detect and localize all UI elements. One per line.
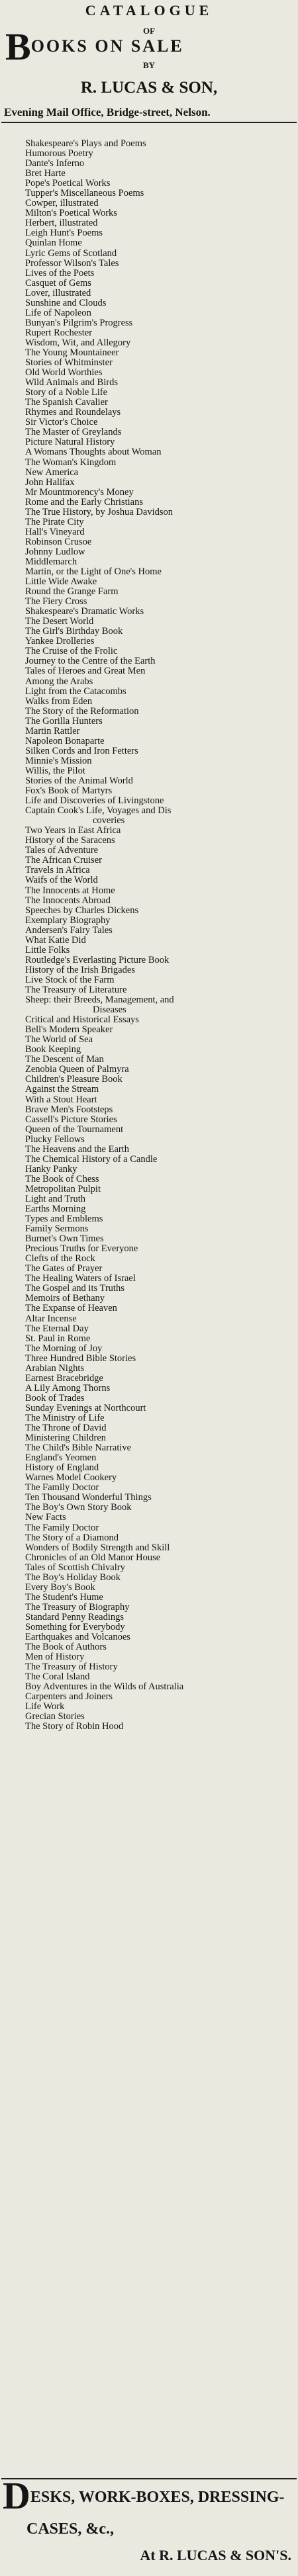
book-title: Precious Truths for Everyone xyxy=(25,1244,138,1255)
book-title: The Boy's Own Story Book xyxy=(25,1503,132,1513)
book-title: The Eternal Day xyxy=(25,1323,89,1334)
book-title: Mr Mountmorency's Money xyxy=(25,487,134,498)
book-title: Stories of the Animal World xyxy=(25,776,133,786)
top-divider xyxy=(1,122,297,123)
book-title: Johnny Ludlow xyxy=(25,547,85,557)
book-title: Bret Harte xyxy=(25,169,66,179)
book-title: Lives of the Poets xyxy=(25,268,95,279)
book-title: The Spanish Cavalier xyxy=(25,398,108,408)
book-title: coveries xyxy=(93,816,125,826)
book-title: The Woman's Kingdom xyxy=(25,457,117,468)
book-title: The Book of Chess xyxy=(25,1174,99,1184)
book-title: New America xyxy=(25,467,79,478)
book-title: Wild Animals and Birds xyxy=(25,378,118,388)
desks-heading xyxy=(3,2474,297,2517)
book-title: Dante's Inferno xyxy=(25,159,85,169)
book-title: Tupper's Miscellaneous Poems xyxy=(25,189,144,199)
book-title: Life Work xyxy=(25,1702,65,1712)
book-title: The Morning of Joy xyxy=(25,1343,103,1354)
desks-heading-text: ESKS, WORK-BOXES, DRESSING- xyxy=(30,2489,285,2506)
book-title: History of the Saracens xyxy=(25,836,115,846)
book-title: Willis, the Pilot xyxy=(25,766,85,776)
book-title: Little Wide Awake xyxy=(25,577,97,588)
book-title: Tales of Adventure xyxy=(25,846,99,856)
book-title: The Descent of Man xyxy=(25,1055,104,1065)
book-title: Sir Victor's Choice xyxy=(25,418,98,428)
book-title: Every Boy's Book xyxy=(25,1582,95,1593)
book-title: Herbert, illustrated xyxy=(25,218,98,229)
firm-address: Evening Mail Office, Bridge-street, Nelson. xyxy=(4,106,211,118)
book-title: The Coral Island xyxy=(25,1672,90,1683)
book-title: The Gorilla Hunters xyxy=(25,716,103,727)
book-title: St. Paul in Rome xyxy=(25,1333,91,1344)
book-title: Hanky Panky xyxy=(25,1164,77,1175)
book-title: Something for Everybody xyxy=(25,1622,125,1632)
book-title: Ten Thousand Wonderful Things xyxy=(25,1493,152,1503)
book-title: Among the Arabs xyxy=(25,676,93,687)
book-title: Arabian Nights xyxy=(25,1363,84,1374)
book-title: Routledge's Everlasting Picture Book xyxy=(25,955,170,965)
book-title: A Womans Thoughts about Woman xyxy=(25,447,162,458)
book-title: The Innocents Abroad xyxy=(25,895,111,906)
book-title: Travels in Africa xyxy=(25,866,90,876)
book-title: Light and Truth xyxy=(25,1194,86,1204)
book-title: Napoleon Bonaparte xyxy=(25,736,105,746)
book-title: Hall's Vineyard xyxy=(25,527,85,537)
book-title: Three Hundred Bible Stories xyxy=(25,1353,136,1364)
books-on-sale-text: OOKS ON SALE xyxy=(30,36,184,56)
book-title: Critical and Historical Essays xyxy=(25,1015,139,1026)
book-title: Little Folks xyxy=(25,945,70,955)
book-title-list xyxy=(0,139,298,1732)
book-title: The True History, by Joshua Davidson xyxy=(25,507,174,517)
book-title: History of the Irish Brigades xyxy=(25,965,135,975)
book-title: Tales of Scottish Chivalry xyxy=(25,1562,125,1573)
book-title: Sunshine and Clouds xyxy=(25,298,107,308)
book-title: The Boy's Holiday Book xyxy=(25,1572,121,1583)
book-title: Andersen's Fairy Tales xyxy=(25,925,113,936)
book-title: Queen of the Tournament xyxy=(25,1124,124,1135)
book-title: England's Yeomen xyxy=(25,1453,97,1464)
book-title: Sheep: their Breeds, Management, and xyxy=(25,995,174,1006)
book-title: Stories of Whitminster xyxy=(25,358,113,369)
book-title: The Story of a Diamond xyxy=(25,1532,119,1543)
drop-cap-b: B xyxy=(5,25,31,68)
book-title: Sunday Evenings at Northcourt xyxy=(25,1403,146,1413)
book-title: Light from the Catacombs xyxy=(25,686,126,697)
book-title: Metropolitan Pulpit xyxy=(25,1184,101,1194)
book-title: Zenobia Queen of Palmyra xyxy=(25,1065,129,1075)
book-title: Speeches by Charles Dickens xyxy=(25,905,139,916)
book-title: Live Stock of the Farm xyxy=(25,975,115,985)
drop-cap-d: D xyxy=(3,2474,30,2517)
book-title: What Katie Did xyxy=(25,935,86,946)
book-title: Burnet's Own Times xyxy=(25,1234,104,1245)
book-title: Men of History xyxy=(25,1652,85,1663)
book-title: Bunyan's Pilgrim's Progress xyxy=(25,318,133,328)
book-title: Children's Pleasure Book xyxy=(25,1075,123,1085)
book-title: Wisdom, Wit, and Allegory xyxy=(25,337,131,348)
book-title: Diseases xyxy=(93,1005,126,1016)
book-title: The Desert World xyxy=(25,617,94,627)
book-title: Rome and the Early Christians xyxy=(25,497,143,508)
book-title: Tales of Heroes and Great Men xyxy=(25,666,146,677)
book-title: Earths Morning xyxy=(25,1204,86,1215)
book-title: Milton's Poetical Works xyxy=(25,208,117,219)
at-shop-line: At R. LUCAS & SON'S. xyxy=(140,2547,291,2563)
book-title: John Halifax xyxy=(25,477,75,488)
book-title: The Story of Robin Hood xyxy=(25,1722,124,1732)
book-title: Robinson Crusoe xyxy=(25,537,92,547)
book-title: Lyric Gems of Scotland xyxy=(25,248,117,259)
book-title: Clefts of the Rock xyxy=(25,1254,95,1265)
book-title: The Treasury of Literature xyxy=(25,985,127,995)
by-line: BY xyxy=(142,60,156,70)
book-title: Types and Emblems xyxy=(25,1214,103,1225)
book-title: Family Sermons xyxy=(25,1224,89,1235)
book-title: Book Keeping xyxy=(25,1045,81,1055)
book-title: The World of Sea xyxy=(25,1035,93,1045)
book-title: The Book of Authors xyxy=(25,1642,107,1653)
book-title: Rupert Rochester xyxy=(25,328,93,338)
book-title: Brave Men's Footsteps xyxy=(25,1104,113,1115)
book-title: The Expanse of Heaven xyxy=(25,1304,117,1314)
book-title: Middlemarch xyxy=(25,556,77,567)
book-title: Bell's Modern Speaker xyxy=(25,1025,113,1036)
book-title: Casquet of Gems xyxy=(25,278,91,289)
book-title: The Ministry of Life xyxy=(25,1413,105,1423)
book-title: Lover, illustrated xyxy=(25,288,91,298)
book-title: The Master of Greylands xyxy=(25,427,122,438)
book-title: Walks from Eden xyxy=(25,696,93,707)
book-title: Old World Worthies xyxy=(25,368,103,378)
book-title: Two Years in East Africa xyxy=(25,826,121,836)
book-title: Waifs of the World xyxy=(25,875,98,886)
cases-line: CASES, &c., xyxy=(26,2520,115,2538)
book-title: Boy Adventures in the Wilds of Australia xyxy=(25,1682,184,1693)
book-title: Wonders of Bodily Strength and Skill xyxy=(25,1542,170,1553)
book-title: Shakespeare's Plays and Poems xyxy=(25,139,146,149)
firm-name: R. LUCAS & SON, xyxy=(80,79,218,97)
book-title: The Gospel and its Truths xyxy=(25,1284,124,1294)
book-title: The Gates of Prayer xyxy=(25,1264,103,1274)
book-title: Earnest Bracebridge xyxy=(25,1373,103,1384)
book-title: Warnes Model Cookery xyxy=(25,1473,117,1484)
book-title: Professor Wilson's Tales xyxy=(25,258,119,269)
book-title: Ministering Children xyxy=(25,1433,107,1444)
book-title: Altar Incense xyxy=(25,1313,77,1324)
book-title: The Innocents at Home xyxy=(25,885,115,896)
book-title: Shakespeare's Dramatic Works xyxy=(25,607,144,617)
book-title: Chronicles of an Old Manor House xyxy=(25,1552,161,1563)
book-title: The Throne of David xyxy=(25,1423,107,1434)
book-title: Picture Natural History xyxy=(25,437,115,448)
book-title: Yankee Drolleries xyxy=(25,637,95,647)
book-title: Pope's Poetical Works xyxy=(25,179,111,189)
book-title: The African Cruiser xyxy=(25,856,102,866)
book-title: Martin, or the Light of One's Home xyxy=(25,567,162,578)
book-title: The Treasury of Biography xyxy=(25,1602,130,1613)
book-title: The Healing Waters of Israel xyxy=(25,1274,136,1284)
book-title: Humorous Poetry xyxy=(25,149,93,159)
book-title: With a Stout Heart xyxy=(25,1094,97,1105)
book-title: Life and Discoveries of Livingstone xyxy=(25,796,164,807)
book-title: Cassell's Picture Stories xyxy=(25,1114,117,1125)
book-title: A Lily Among Thorns xyxy=(25,1383,111,1394)
book-title: The Treasury of History xyxy=(25,1662,118,1673)
book-title: History of England xyxy=(25,1463,99,1474)
book-title: Against the Stream xyxy=(25,1085,99,1095)
book-title: Rhymes and Roundelays xyxy=(25,408,121,418)
book-title: Martin Rattler xyxy=(25,726,80,736)
book-title: Quinlan Home xyxy=(25,238,82,249)
book-title: The Family Doctor xyxy=(25,1523,99,1533)
of-line: OF xyxy=(142,26,156,36)
bottom-divider xyxy=(1,2478,297,2479)
book-title: The Girl's Birthday Book xyxy=(25,627,123,637)
book-title: Life of Napoleon xyxy=(25,308,91,318)
book-title: The Cruise of the Frolic xyxy=(25,646,118,657)
book-title: The Fiery Cross xyxy=(25,597,87,607)
book-title: Leigh Hunt's Poems xyxy=(25,228,103,239)
book-title: The Child's Bible Narrative xyxy=(25,1443,132,1454)
book-title: Journey to the Centre of the Earth xyxy=(25,656,156,667)
book-title: Book of Trades xyxy=(25,1393,85,1403)
book-title: The Family Doctor xyxy=(25,1483,99,1493)
book-title: The Chemical History of a Candle xyxy=(25,1154,158,1165)
catalogue-heading: CATALOGUE xyxy=(85,2,213,19)
book-title: Cowper, illustrated xyxy=(25,199,99,209)
book-title: Carpenters and Joiners xyxy=(25,1692,113,1703)
book-title: Earthquakes and Volcanoes xyxy=(25,1632,130,1643)
book-title: Grecian Stories xyxy=(25,1712,85,1722)
book-title: Memoirs of Bethany xyxy=(25,1294,105,1304)
book-title: Plucky Fellows xyxy=(25,1134,85,1145)
book-title: Captain Cook's Life, Voyages and Dis xyxy=(25,806,172,817)
book-title: Exemplary Biography xyxy=(25,915,111,926)
book-title: New Facts xyxy=(25,1513,66,1523)
book-title: The Story of the Reformation xyxy=(25,706,139,717)
book-title: Round the Grange Farm xyxy=(25,587,119,598)
book-title: The Heavens and the Earth xyxy=(25,1144,130,1155)
book-title: Silken Cords and Iron Fetters xyxy=(25,746,138,756)
book-title: Minnie's Mission xyxy=(25,756,92,766)
book-title: Standard Penny Readings xyxy=(25,1612,124,1622)
book-title: Fox's Book of Martyrs xyxy=(25,786,113,797)
book-title: The Young Mountaineer xyxy=(25,347,119,358)
book-title: Story of a Noble Life xyxy=(25,388,108,398)
book-title: The Pirate City xyxy=(25,517,84,527)
book-title: The Student's Hume xyxy=(25,1592,103,1603)
